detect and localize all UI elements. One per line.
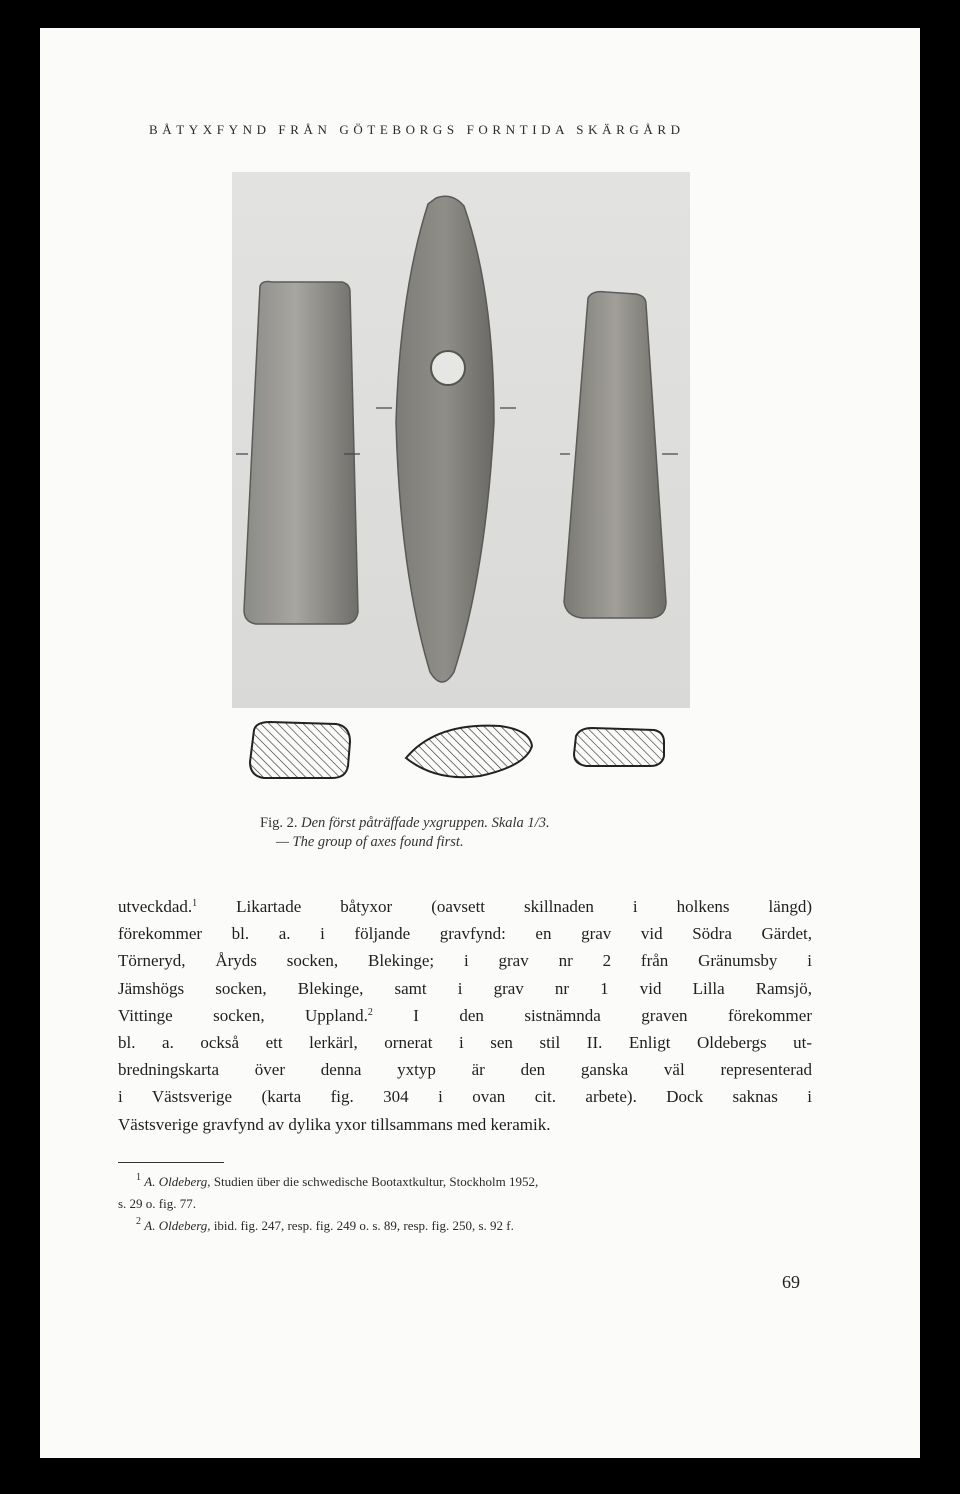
footnotes: [118, 1171, 808, 1237]
text-line: Vittinge socken, Uppland.$^2$ I den sistnämnda graven förekommer: [118, 1005, 812, 1025]
shaft-hole: [431, 351, 465, 385]
left-section: [250, 722, 350, 778]
body-text: [118, 893, 812, 1138]
text-line: utveckdad.$^1$ Likartade båtyxor (oavsett skillnaden i holkens längd): [118, 897, 812, 916]
left-axe: [244, 282, 358, 625]
right-section: [574, 728, 664, 766]
cross-sections: [240, 712, 680, 797]
footnote: $^1$ A. Oldeberg, Studien über die schwedische Bootaxtkultur, Stockholm 1952,: [136, 1172, 539, 1189]
axe-photograph: [232, 172, 690, 708]
page-number: 69: [782, 1272, 800, 1292]
caption-english: — The group of axes found first.: [276, 834, 464, 850]
footnote: $^2$ A. Oldeberg, ibid. fig. 247, resp. fig. 249 o. s. 89, resp. fig. 250, s. 92 f.: [136, 1216, 514, 1233]
text-line: Törneryd, Åryds socken, Blekinge; i grav nr 2 från Gränumsby i: [118, 951, 812, 971]
text-line: bl. a. också ett lerkärl, ornerat i sen stil II. Enligt Oldebergs ut-: [118, 1033, 812, 1053]
footnote-ref: 1: [192, 898, 198, 909]
text-line: förekommer bl. a. i följande gravfynd: en grav vid Södra Gärdet,: [118, 924, 812, 944]
text-line: bredningskarta över denna yxtyp är den ganska väl representerad: [118, 1060, 812, 1080]
figure-caption: [260, 814, 720, 852]
text-line: Västsverige gravfynd av dylika yxor tillsammans med keramik.: [118, 1114, 551, 1134]
footnote-rule: [118, 1162, 224, 1163]
text-line: Jämshögs socken, Blekinge, samt i grav nr 1 vid Lilla Ramsjö,: [118, 978, 812, 998]
footnote-continuation: s. 29 o. fig. 77.: [118, 1196, 196, 1211]
axe-photo-drawing: [232, 172, 690, 708]
cross-section-drawing: [240, 712, 680, 792]
text-line: i Västsverige (karta fig. 304 i ovan cit. arbete). Dock saknas i: [118, 1087, 812, 1107]
middle-section: [406, 726, 532, 778]
figure-number: Fig. 2.: [260, 815, 298, 831]
right-axe: [564, 292, 666, 618]
footnote-ref: 2: [367, 1006, 373, 1018]
caption-swedish: Den först påträffade yxgruppen. Skala 1/3.: [301, 815, 550, 831]
middle-boat-axe: [396, 196, 494, 682]
running-head: BÅTYXFYND FRÅN GÖTEBORGS FORNTIDA SKÄRGÅRD: [149, 122, 685, 137]
